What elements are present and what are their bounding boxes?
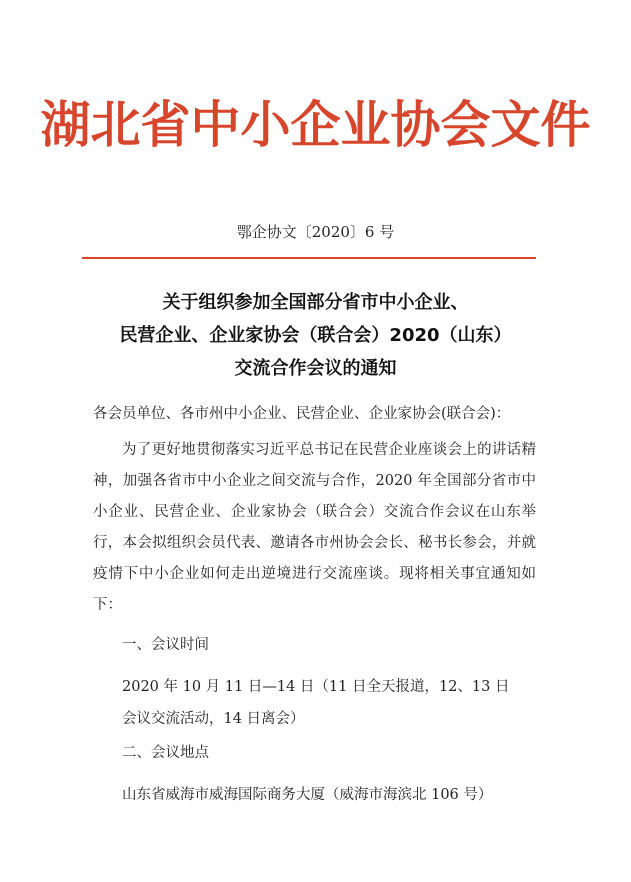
title-line-1: 关于组织参加全国部分省市中小企业、 xyxy=(162,292,469,313)
meeting-venue-line: 山东省威海市威海国际商务大厦（威海市海滨北 106 号） xyxy=(122,787,493,803)
document-number: 鄂企协文〔2020〕6 号 xyxy=(236,223,395,241)
section-heading-venue: 二、会议地点 xyxy=(122,745,209,761)
red-divider-line xyxy=(82,257,536,259)
title-line-3: 交流合作会议的通知 xyxy=(234,358,397,379)
title-line-2: 民营企业、企业家协会（联合会）2020（山东） xyxy=(119,325,512,346)
intro-paragraph: 为了更好地贯彻落实习近平总书记在民营企业座谈会上的讲话精神，加强各省市中小企业之间交流与合作，2020 年全国部分省市中小企业、民营企业、企业家协会（联合会）交流合作会议在山东举行，本会拟组织会员代表、邀请各市州协会会长、秘书长参会，并就疫情下中小企业如何走出逆境进行交流座谈。现将相关事宜通知如下： xyxy=(93,442,536,613)
document-masthead: 湖北省中小企业协会文件 xyxy=(40,96,591,154)
meeting-date-line-2: 会议交流活动，14 日离会） xyxy=(122,711,305,727)
salutation: 各会员单位、各市州中小企业、民营企业、企业家协会(联合会)： xyxy=(93,406,511,422)
meeting-date-line-1: 2020 年 10 月 11 日—14 日（11 日全天报道，12、13 日 xyxy=(122,679,510,695)
notice-body xyxy=(93,403,536,805)
section-heading-time: 一、会议时间 xyxy=(122,637,209,653)
notice-title xyxy=(60,286,571,385)
